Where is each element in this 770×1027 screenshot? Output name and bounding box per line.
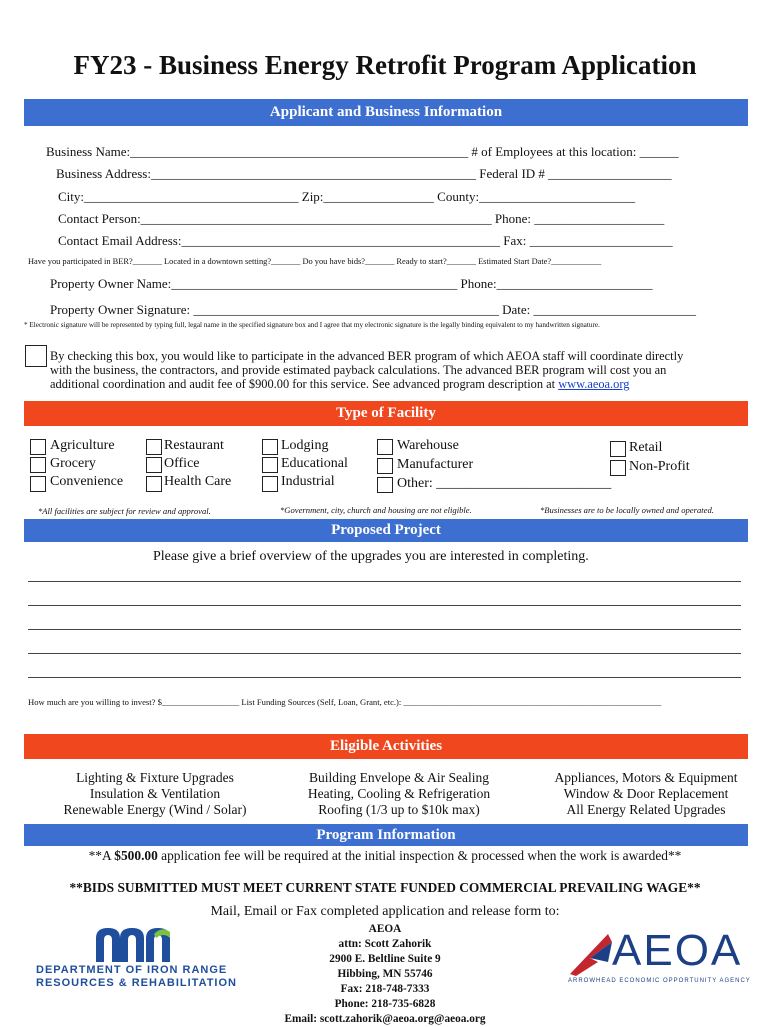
address-fax: Fax: 218-748-7333 bbox=[340, 983, 430, 995]
project-line-5[interactable] bbox=[28, 677, 741, 678]
application-fee-notice bbox=[0, 848, 770, 864]
address-org: AEOA bbox=[368, 923, 402, 935]
advanced-ber-checkbox[interactable] bbox=[25, 345, 47, 367]
educational-label: Educational bbox=[281, 456, 348, 471]
industrial-label: Industrial bbox=[281, 474, 335, 489]
grocery-checkbox[interactable] bbox=[30, 457, 46, 473]
project-line-4[interactable] bbox=[28, 653, 741, 654]
advanced-line-3 bbox=[50, 377, 683, 391]
project-line-3[interactable] bbox=[28, 629, 741, 630]
mn-logo-line-2: RESOURCES & REHABILITATION bbox=[36, 977, 237, 989]
section-applicant-header: Applicant and Business Information bbox=[24, 99, 748, 126]
fee-suffix: application fee will be required at the initial inspection & processed when the work is awarded** bbox=[157, 848, 682, 863]
ber-questions-field[interactable]: Have you participated in BER?_______ Located in a downtown setting?_______ Do you have bids?_______ Ready to start?_______ Estimated Start Date?____________ bbox=[28, 257, 602, 266]
restaurant-label: Restaurant bbox=[164, 438, 224, 453]
project-line-1[interactable] bbox=[28, 581, 741, 582]
manufacturer-checkbox[interactable] bbox=[377, 458, 393, 474]
non-profit-label: Non-Profit bbox=[629, 459, 690, 474]
retail-checkbox[interactable] bbox=[610, 441, 626, 457]
mail-instructions: Mail, Email or Fax completed application and release form to: bbox=[210, 904, 560, 919]
other-checkbox[interactable] bbox=[377, 477, 393, 493]
activities-column-2 bbox=[290, 770, 508, 818]
warehouse-checkbox[interactable] bbox=[377, 439, 393, 455]
facility-note-ineligible: *Government, city, church and housing are not eligible. bbox=[280, 505, 472, 515]
aeoa-wordmark: AEOA bbox=[612, 926, 743, 975]
advanced-line-1: By checking this box, you would like to participate in the advanced BER program of which AEOA staff will coordinate directly bbox=[50, 349, 684, 363]
owner-signature-field[interactable]: Property Owner Signature: _______________________________________________ Date: _________________________ bbox=[50, 302, 696, 317]
facility-note-review: *All facilities are subject for review and approval. bbox=[38, 506, 211, 516]
fee-amount: $500.00 bbox=[114, 848, 158, 863]
section-program-header: Program Information bbox=[24, 824, 748, 846]
facility-note-local: *Businesses are to be locally owned and operated. bbox=[540, 505, 714, 515]
section-facility-header: Type of Facility bbox=[24, 401, 748, 426]
address-phone: Phone: 218-735-6828 bbox=[334, 998, 436, 1010]
convenience-checkbox[interactable] bbox=[30, 476, 46, 492]
health-care-label: Health Care bbox=[164, 474, 232, 489]
project-prompt: Please give a brief overview of the upgrades you are interested in completing. bbox=[153, 549, 589, 564]
non-profit-checkbox[interactable] bbox=[610, 460, 626, 476]
activity-item: Renewable Energy (Wind / Solar) bbox=[63, 802, 247, 817]
aeoa-website-link[interactable]: www.aeoa.org bbox=[558, 377, 630, 391]
advanced-ber-description bbox=[50, 349, 683, 391]
manufacturer-label: Manufacturer bbox=[397, 457, 474, 472]
grocery-label: Grocery bbox=[50, 456, 96, 471]
advanced-line-2: with the business, the contractors, and provide estimated payback calculations. The advanced BER program will cost you an bbox=[50, 363, 667, 377]
aeoa-tagline: ARROWHEAD ECONOMIC OPPORTUNITY AGENCY bbox=[568, 978, 751, 984]
contact-person-field[interactable]: Contact Person:______________________________________________________ Phone: ____________________ bbox=[58, 211, 665, 226]
educational-checkbox[interactable] bbox=[262, 457, 278, 473]
activity-item: Appliances, Motors & Equipment bbox=[554, 770, 738, 785]
office-checkbox[interactable] bbox=[146, 457, 162, 473]
mn-logo-line-1: DEPARTMENT OF IRON RANGE bbox=[36, 964, 228, 976]
activity-item: Roofing (1/3 up to $10k max) bbox=[318, 802, 480, 817]
owner-name-field[interactable]: Property Owner Name:____________________________________________ Phone:________________________ bbox=[50, 276, 653, 291]
project-line-2[interactable] bbox=[28, 605, 741, 606]
agriculture-label: Agriculture bbox=[50, 438, 115, 453]
activities-column-3 bbox=[538, 770, 754, 818]
aeoa-arrow-icon bbox=[568, 932, 614, 978]
restaurant-checkbox[interactable] bbox=[146, 439, 162, 455]
activity-item: All Energy Related Upgrades bbox=[566, 802, 726, 817]
mn-logo-text bbox=[36, 964, 237, 990]
prevailing-wage-notice: **BIDS SUBMITTED MUST MEET CURRENT STATE FUNDED COMMERCIAL PREVAILING WAGE** bbox=[69, 880, 701, 895]
activity-item: Heating, Cooling & Refrigeration bbox=[307, 786, 491, 801]
lodging-label: Lodging bbox=[281, 438, 329, 453]
esignature-note: * Electronic signature will be represented by typing full, legal name in the specified signature box and I agree that my electronic signature is the legally binding equivalent to my handwritten signature. bbox=[24, 321, 600, 329]
retail-label: Retail bbox=[629, 440, 663, 455]
section-eligible-header: Eligible Activities bbox=[24, 734, 748, 759]
activity-item: Lighting & Fixture Upgrades bbox=[76, 770, 234, 785]
address-attn: attn: Scott Zahorik bbox=[338, 938, 432, 950]
section-project-header: Proposed Project bbox=[24, 519, 748, 542]
lodging-checkbox[interactable] bbox=[262, 439, 278, 455]
page-title: FY23 - Business Energy Retrofit Program Application bbox=[73, 50, 697, 80]
warehouse-label: Warehouse bbox=[397, 438, 459, 453]
industrial-checkbox[interactable] bbox=[262, 476, 278, 492]
business-address-field[interactable]: Business Address:__________________________________________________ Federal ID # ___________________ bbox=[56, 166, 672, 181]
activities-column-1 bbox=[24, 770, 286, 818]
address-email[interactable]: Email: scott.zahorik@aeoa.org@aeoa.org bbox=[284, 1013, 486, 1025]
other-field[interactable]: Other: _________________________ bbox=[397, 476, 612, 491]
mn-logo-mark bbox=[28, 924, 238, 964]
health-care-checkbox[interactable] bbox=[146, 476, 162, 492]
activity-item: Building Envelope & Air Sealing bbox=[309, 770, 489, 785]
office-label: Office bbox=[164, 456, 200, 471]
advanced-line-3-text: additional coordination and audit fee of $900.00 for this service. See advanced program description at bbox=[50, 377, 559, 391]
agriculture-checkbox[interactable] bbox=[30, 439, 46, 455]
address-city: Hibbing, MN 55746 bbox=[337, 968, 433, 980]
mn-irrr-logo bbox=[28, 924, 238, 994]
business-name-field[interactable]: Business Name:____________________________________________________ # of Employees at this location: ______ bbox=[46, 144, 679, 159]
investment-funding-field[interactable]: How much are you willing to invest? $__________________ List Funding Sources (Self, Loan, Grant, etc.): ____________________________________________________________ bbox=[28, 697, 662, 707]
aeoa-logo bbox=[560, 926, 755, 990]
contact-email-field[interactable]: Contact Email Address:_________________________________________________ Fax: ______________________ bbox=[58, 233, 673, 248]
address-street: 2900 E. Beltline Suite 9 bbox=[329, 953, 441, 965]
fee-prefix: **A bbox=[88, 848, 115, 863]
convenience-label: Convenience bbox=[50, 474, 124, 489]
activity-item: Window & Door Replacement bbox=[563, 786, 729, 801]
activity-item: Insulation & Ventilation bbox=[89, 786, 221, 801]
city-zip-county-field[interactable]: City:_________________________________ Zip:_________________ County:________________________ bbox=[58, 189, 636, 204]
